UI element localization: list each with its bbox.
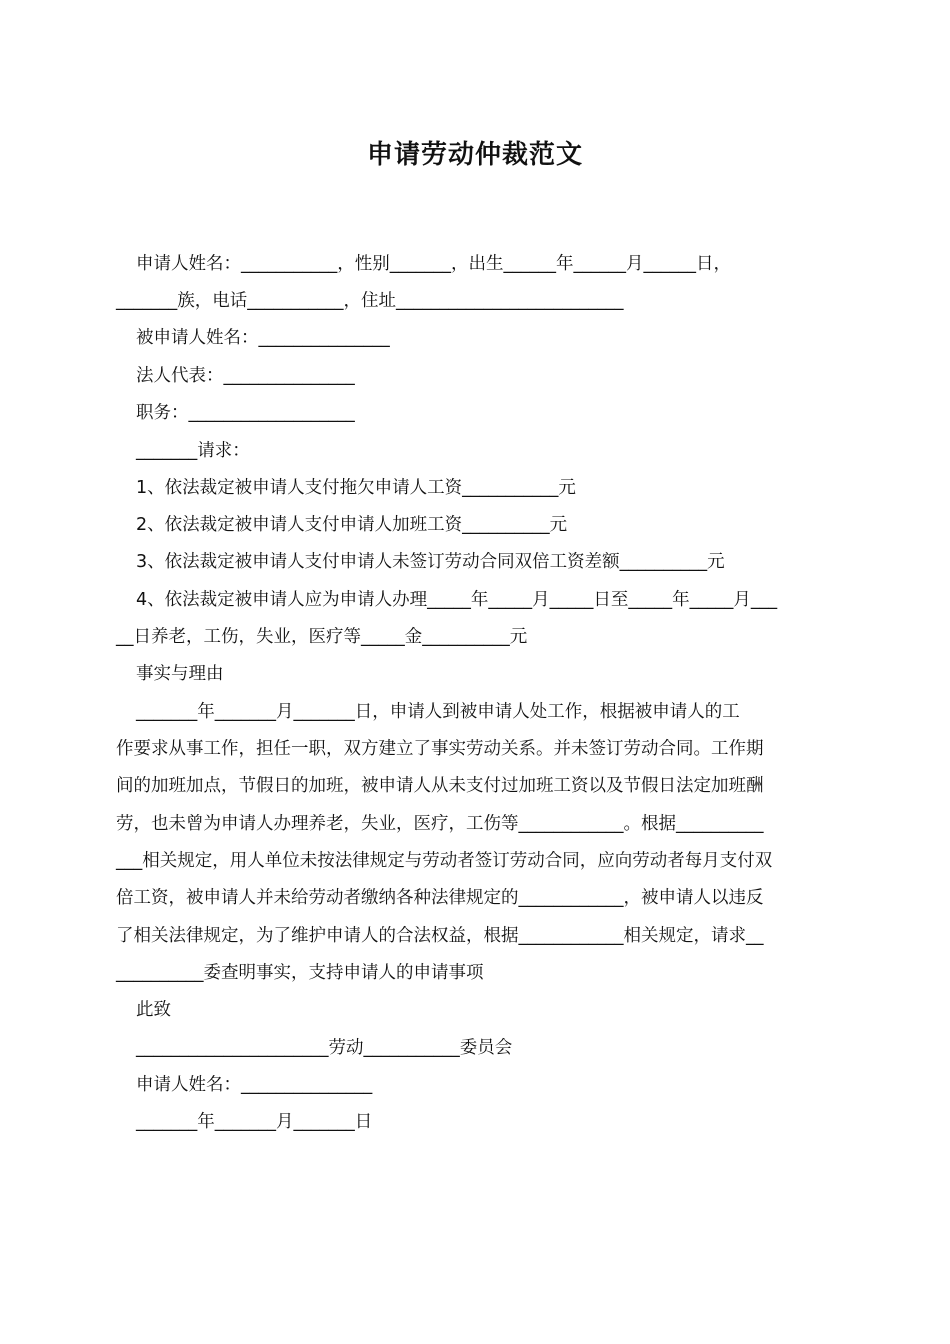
- applicant-contact-line: _______族，电话___________，住址__________________________: [116, 291, 624, 311]
- requests-heading: _______请求：: [136, 441, 250, 461]
- facts-paragraph-line: 劳，也未曾为申请人办理养老，失业，医疗，工伤等____________。根据__________: [116, 814, 764, 834]
- legal-representative-line: 法人代表：_______________: [136, 366, 355, 386]
- facts-paragraph-line: 倍工资，被申请人并未给劳动者缴纳各种法律规定的____________，被申请人以违反: [116, 888, 764, 908]
- signature-date: _______年_______月_______日: [136, 1112, 373, 1132]
- request-item-4: 4、依法裁定被申请人应为申请人办理_____年_____月_____日至_____年_____月___: [136, 590, 778, 610]
- signature-applicant-name: 申请人姓名：_______________: [136, 1075, 373, 1095]
- facts-paragraph-line: 了相关法律规定，为了维护申请人的合法权益，根据____________相关规定，请求__: [116, 926, 764, 946]
- respondent-name-line: 被申请人姓名：_______________: [136, 328, 390, 348]
- closing-salutation: 此致: [136, 1000, 171, 1020]
- position-line: 职务：___________________: [136, 403, 355, 423]
- facts-paragraph-line: ___相关规定，用人单位未按法律规定与劳动者签订劳动合同，应向劳动者每月支付双: [116, 851, 773, 871]
- request-item-1: 1、依法裁定被申请人支付拖欠申请人工资___________元: [136, 478, 576, 498]
- facts-paragraph-line: 间的加班加点，节假日的加班，被申请人从未支付过加班工资以及节假日法定加班酬: [116, 776, 764, 796]
- applicant-info-line: 申请人姓名：___________，性别_______，出生______年______月______日，: [136, 254, 731, 274]
- document-title: 申请劳动仲裁范文: [366, 140, 583, 170]
- facts-paragraph-line: _______年_______月_______日，申请人到被申请人处工作，根据被申请人的工: [136, 702, 740, 722]
- request-item-4-continued: __日养老，工伤，失业，医疗等_____金__________元: [116, 627, 528, 647]
- request-item-2: 2、依法裁定被申请人支付申请人加班工资__________元: [136, 515, 568, 535]
- facts-reasons-heading: 事实与理由: [136, 664, 224, 684]
- facts-paragraph-line: __________委查明事实，支持申请人的申请事项: [116, 963, 484, 983]
- request-item-3: 3、依法裁定被申请人支付申请人未签订劳动合同双倍工资差额__________元: [136, 552, 725, 572]
- facts-paragraph-line: 作要求从事工作，担任一职，双方建立了事实劳动关系。并未签订劳动合同。工作期: [116, 739, 764, 759]
- committee-addressee: ______________________劳动___________委员会: [136, 1038, 513, 1058]
